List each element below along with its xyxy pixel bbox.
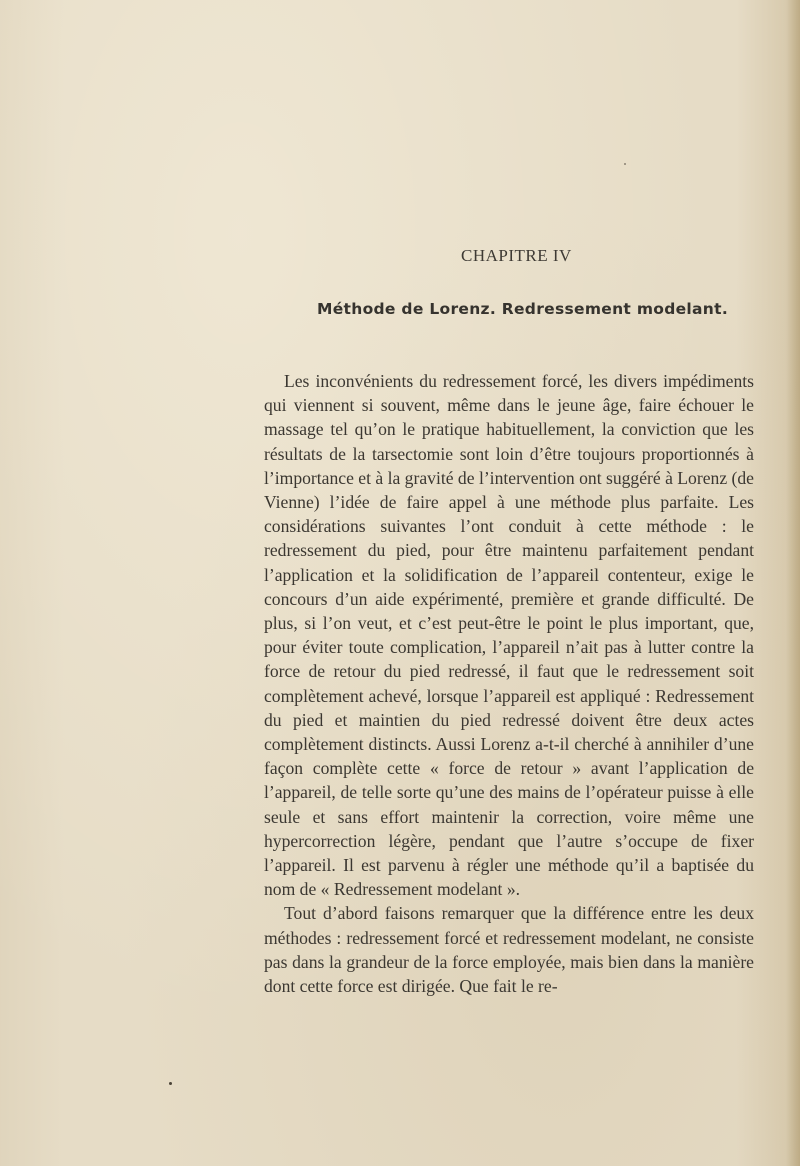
body-text	[264, 369, 754, 998]
page-edge-shadow	[786, 0, 800, 1166]
chapter-title: CHAPITRE IV	[461, 246, 572, 265]
ink-speck	[624, 163, 626, 165]
paragraph-1: Les inconvénients du redressement forcé, les divers impédiments qui viennent si souvent, même dans le jeune âge, faire échouer le massage tel qu’on le pratique habituellement, la conviction que les résultats de la tarsectomie sont loin d’être toujours proportionnés à l’importance et à la gravité de l’intervention ont suggéré à Lorenz (de Vienne) l’idée de faire appel à une méthode plus parfaite. Les considérations suivantes l’ont conduit à cette méthode : le redressement du pied, pour être maintenu parfaitement pendant l’application et la solidification de l’appareil contenteur, exige le concours d’un aide expérimenté, première et grande difficulté. De plus, si l’on veut, et c’est peut-être le point le plus important, que, pour éviter toute complication, l’appareil n’ait pas à lutter contre la force de retour du pied redressé, il faut que le redressement soit complètement achevé, lorsque l’appareil est appliqué : Redressement du pied et maintien du pied redressé doivent être deux actes complètement distincts. Aussi Lorenz a-t-il cherché à annihiler d’une façon complète cette « force de retour » avant l’application de l’appareil, de telle sorte qu’une des mains de l’opérateur puisse à elle seule et sans effort maintenir la correction, voire même une hypercorrection légère, pendant que l’autre s’occupe de fixer l’appareil. Il est parvenu à régler une méthode qu’il a baptisée du nom de « Redressement modelant ».	[264, 371, 754, 900]
section-title: Méthode de Lorenz. Redressement modelant.	[317, 300, 729, 318]
ink-speck	[169, 1082, 172, 1085]
paragraph-2: Tout d’abord faisons remarquer que la différence entre les deux méthodes : redressement forcé et redressement modelant, ne consiste pas dans la grandeur de la force employée, mais bien dans la manière dont cette force est dirigée. Que fait le re-	[264, 903, 754, 997]
